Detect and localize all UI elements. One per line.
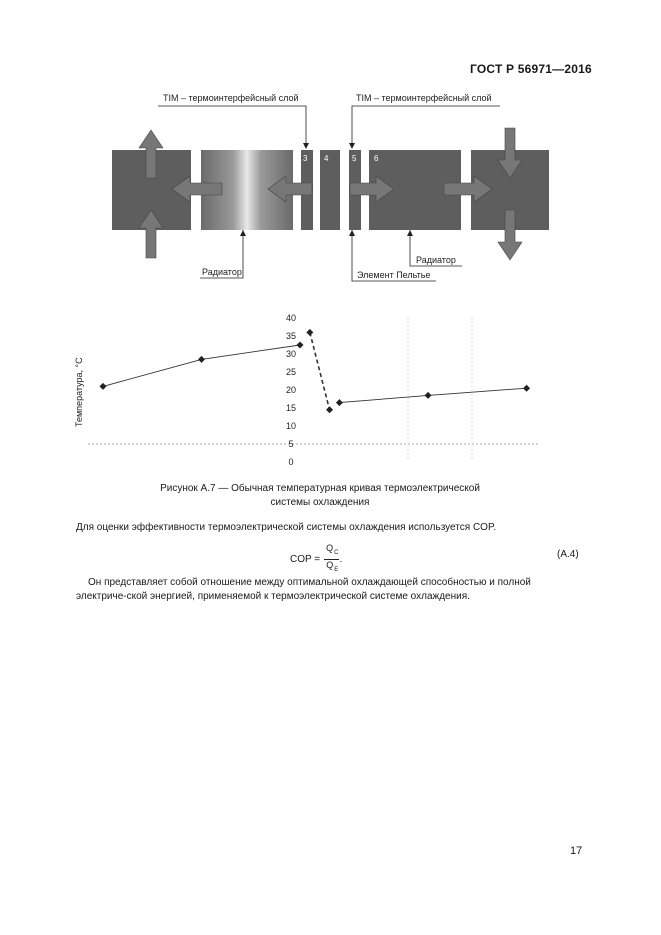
caption-line-2: системы охлаждения (270, 497, 370, 508)
radiator-right-label: Радиатор (416, 255, 456, 265)
data-point (326, 406, 333, 413)
y-tick-label: 10 (285, 421, 297, 431)
document-code: ГОСТ Р 56971—2016 (470, 62, 592, 76)
tim-leader-right (352, 106, 500, 148)
block-number-3: 3 (303, 154, 308, 163)
page-number: 17 (570, 845, 583, 857)
block-number-6: 6 (374, 154, 379, 163)
formula-numerator: $Q_C$ (324, 543, 339, 560)
y-tick-label: 25 (285, 367, 297, 377)
caption-line-1: Рисунок А.7 — Обычная температурная кривая термоэлектрической (160, 483, 480, 494)
data-point (198, 356, 205, 363)
series-line (339, 388, 526, 402)
peltier-block-4 (320, 150, 340, 230)
figure-caption (110, 482, 530, 510)
formula-fraction (324, 543, 339, 576)
y-tick-label: 35 (285, 331, 297, 341)
leader-arrowhead (407, 230, 413, 236)
y-tick-label: 20 (285, 385, 297, 395)
cop-formula (290, 543, 342, 576)
data-point (100, 383, 107, 390)
tim-label-right: TIM – термоинтерфейсный слой (356, 93, 492, 103)
paragraph-cop-intro: Для оценки эффективности термоэлектрической системы охлаждения используется COP. (76, 522, 497, 533)
y-tick-label: 5 (288, 439, 294, 449)
peltier-label: Элемент Пельтье (357, 270, 431, 280)
tim-arrowhead-left (303, 143, 309, 149)
y-axis-label: Температура, °С (74, 357, 84, 427)
leader-arrowhead (240, 230, 246, 236)
block-number-4: 4 (324, 154, 329, 163)
radiator-left-label: Радиатор (202, 267, 242, 277)
data-point (306, 329, 313, 336)
tim-arrowhead-right (349, 143, 355, 149)
data-point (336, 399, 343, 406)
temperature-chart (74, 313, 538, 467)
leader-arrowhead (349, 230, 355, 236)
y-tick-label: 40 (285, 313, 297, 323)
data-point (523, 385, 530, 392)
formula-lhs: COP = (290, 553, 321, 565)
formula-number: (А.4) (557, 549, 579, 560)
data-point (297, 342, 304, 349)
series-line (310, 332, 330, 409)
y-tick-label: 30 (285, 349, 297, 359)
tim-leader-left (158, 106, 306, 148)
tim-label-left: TIM – термоинтерфейсный слой (163, 93, 299, 103)
y-tick-label: 15 (285, 403, 297, 413)
series-line (103, 345, 300, 386)
formula-end: . (339, 553, 343, 565)
block-number-5: 5 (352, 154, 357, 163)
data-point (425, 392, 432, 399)
formula-denominator: $Q_E$ (326, 559, 339, 573)
paragraph-cop-definition: Он представляет собой отношение между оптимальной охлаждающей способностью и полной электриче-ской энергией, применяемой к термоэлектрической системе охлаждения. (76, 577, 531, 602)
y-tick-label: 0 (288, 457, 294, 467)
